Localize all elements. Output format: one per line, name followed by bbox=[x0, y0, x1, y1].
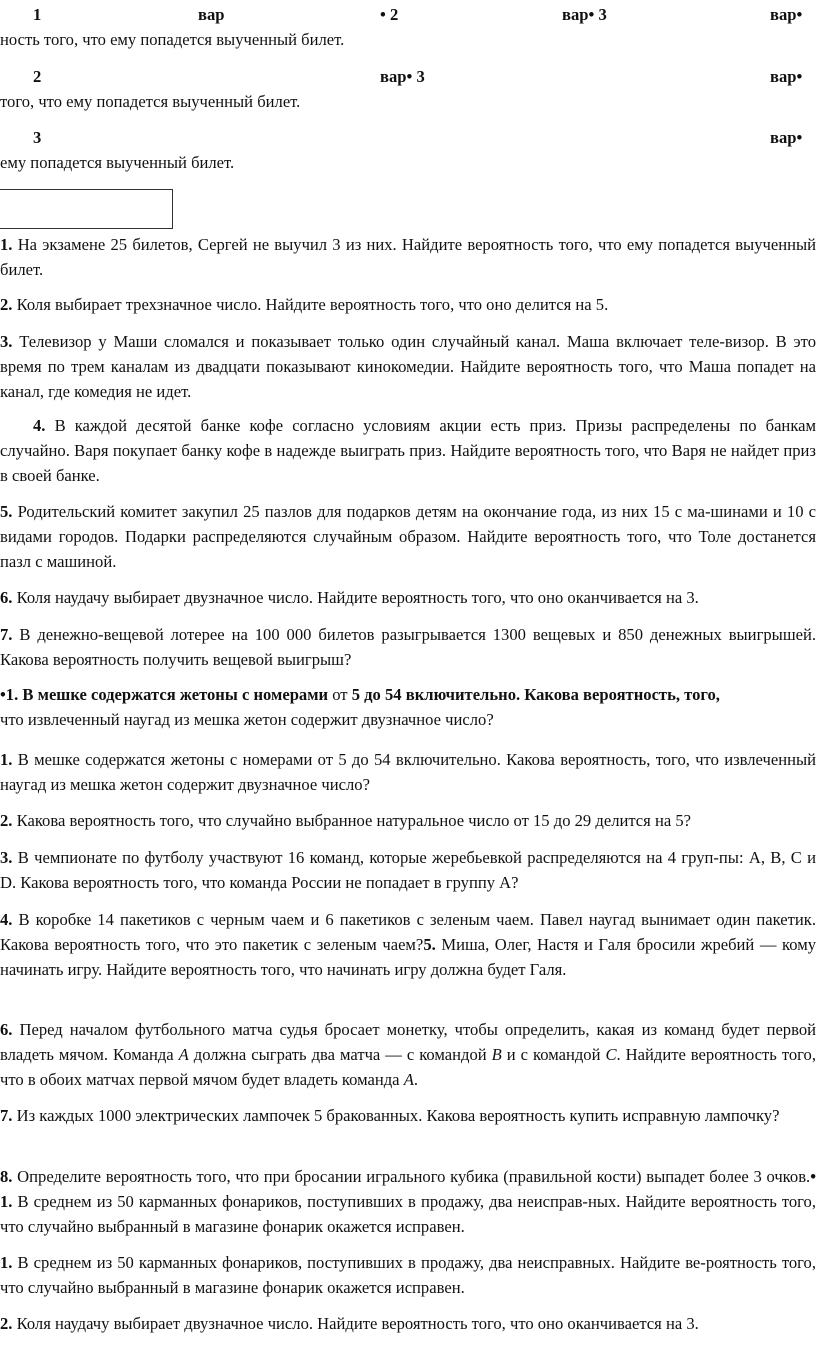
problem-item: 3. В чемпионате по футболу участвуют 16 команд, которые жеребьевкой распределяются на 4 груп-пы: A, B, C и D. Какова вероятность того, что команда России не попадает в группу А? bbox=[0, 848, 816, 892]
problem-item: 5. Родительский комитет закупил 25 пазлов для подарков детям на окончание года, из них 15 с ма-шинами и 10 с видами городов. Подарки распределяются случайным образом. Найдите вероятность того, что Толе достанется пазл с машиной. bbox=[0, 502, 816, 571]
variant-row-3-cont: ему попадется выученный билет. bbox=[0, 153, 235, 172]
empty-box bbox=[0, 189, 173, 229]
problem-item: 2. Какова вероятность того, что случайно выбранное натуральное число от 15 до 29 делится на 5? bbox=[0, 811, 692, 830]
problem-item: 1. На экзамене 25 билетов, Сергей не выучил 3 из них. Найдите вероятность того, что ему попадется выученный билет. bbox=[0, 235, 816, 279]
problem-item: 4. В коробке 14 пакетиков с черным чаем и 6 пакетиков с зеленым чаем. Павел наугад вынимает один пакетик. Какова вероятность того, что это пакетик с зеленым чаем?5. Миша, Олег, Настя и Галя бросили жребий — кому начинать игру. Найдите вероятность того, что начинать игру должна будет Галя. bbox=[0, 910, 816, 979]
problem-item: 7. Из каждых 1000 электрических лампочек 5 бракованных. Какова вероятность купить исправную лампочку? bbox=[0, 1106, 780, 1125]
variant-label: • 2 bbox=[380, 5, 399, 24]
variant-label: вар• 3 bbox=[562, 5, 607, 24]
problem-item: 6. Перед началом футбольного матча судья бросает монетку, чтобы определить, какая из команд будет первой владеть мячом. Команда A должна сыграть два матча — с командой B и с командой C. Найдите вероятность того, что в обоих матчах первой мячом будет владеть команда A. bbox=[0, 1020, 816, 1089]
variant-number: 1 bbox=[33, 5, 42, 24]
variant-number: 2 bbox=[33, 67, 42, 86]
variant-label: вар bbox=[198, 5, 225, 24]
problem-item: 1. В мешке содержатся жетоны с номерами от 5 до 54 включительно. Какова вероятность, того, что извлеченный наугад из мешка жетон содержит двузначное число? bbox=[0, 750, 816, 794]
problem-item: 7. В денежно-вещевой лотерее на 100 000 билетов разыгрывается 1300 вещевых и 850 денежных выигрышей. Какова вероятность получить вещевой выигрыш? bbox=[0, 625, 816, 669]
problem-item: 2. Коля выбирает трехзначное число. Найдите вероятность того, что оно делится на 5. bbox=[0, 295, 609, 314]
variant-number: 3 bbox=[33, 128, 42, 147]
variant-row-1-cont: ность того, что ему попадется выученный билет. bbox=[0, 30, 345, 49]
problem-item: 2. Коля наудачу выбирает двузначное число. Найдите вероятность того, что оно оканчивается на 3. bbox=[0, 1314, 699, 1333]
variant-label: вар• bbox=[770, 5, 803, 24]
problem-item-bold: •1. В мешке содержатся жетоны с номерами от 5 до 54 включительно. Какова вероятность, того, что извлеченный наугад из мешка жетон содержит двузначное число? bbox=[0, 685, 720, 729]
problem-item: 6. Коля наудачу выбирает двузначное число. Найдите вероятность того, что оно оканчивается на 3. bbox=[0, 588, 699, 607]
problem-item: 4. В каждой десятой банке кофе согласно условиям акции есть приз. Призы распределены по банкам случайно. Варя покупает банку кофе в надежде выиграть приз. Найдите вероятность того, что Варя не найдет приз в своей банке. bbox=[0, 416, 816, 485]
variant-label: вар• bbox=[770, 128, 803, 147]
problem-item: 8. Определите вероятность того, что при бросании игрального кубика (правильной кости) выпадет более 3 очков.• 1. В среднем из 50 карманных фонариков, поступивших в продажу, два неисправ-ных. Найдите вероятность того, что случайно выбранный в магазине фонарик окажется исправен. bbox=[0, 1167, 816, 1236]
problem-item: 3. Телевизор у Маши сломался и показывает только один случайный канал. Маша включает теле-визор. В это время по трем каналам из двадцати показывают кинокомедии. Найдите вероятность того, что Маша попадет на канал, где комедия не идет. bbox=[0, 332, 816, 401]
variant-label: вар• 3 bbox=[380, 67, 425, 86]
problem-item: 1. В среднем из 50 карманных фонариков, поступивших в продажу, два неисправных. Найдите ве-роятность того, что случайно выбранный в магазине фонарик окажется исправен. bbox=[0, 1253, 816, 1297]
variant-row-2-cont: того, что ему попадется выученный билет. bbox=[0, 92, 301, 111]
variant-label: вар• bbox=[770, 67, 803, 86]
